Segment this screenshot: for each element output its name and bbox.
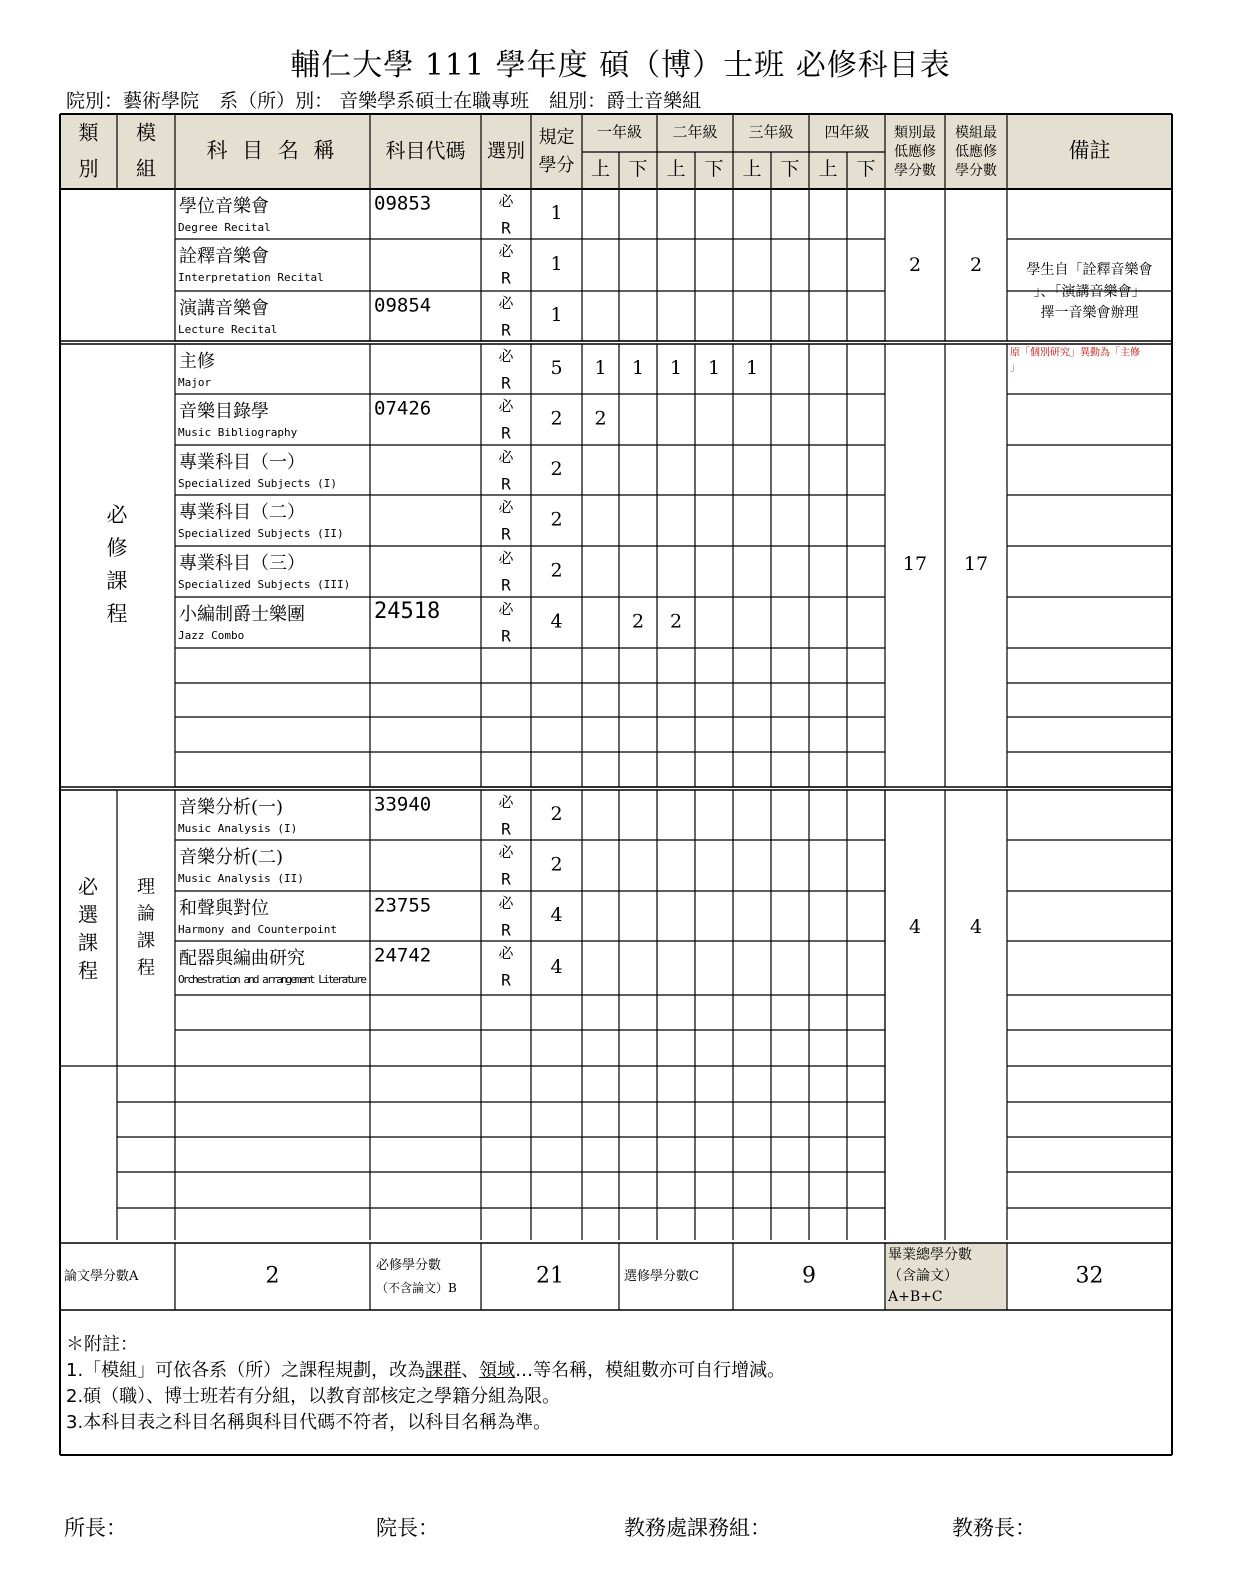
- course-required-mark: 必: [498, 944, 514, 962]
- semester-credit: 1: [745, 357, 759, 379]
- header-remarks: 備註: [1068, 138, 1111, 163]
- header-year: 四年級: [824, 123, 870, 141]
- course-name-en: Lecture Recital: [178, 323, 278, 336]
- header-semester: 下: [704, 158, 724, 180]
- semester-credit: 1: [669, 357, 683, 379]
- course-credits: 2: [550, 407, 563, 430]
- course-required-mark-r: R: [501, 320, 511, 340]
- course-name-en: Interpretation Recital: [178, 271, 324, 284]
- course-name-zh: 配器與編曲研究: [179, 948, 305, 969]
- course-name-zh: 音樂分析(一): [179, 797, 284, 818]
- header-module: 組: [136, 156, 156, 181]
- course-credits: 2: [550, 853, 563, 876]
- course-required-mark: 必: [498, 498, 514, 516]
- category-label: 必: [106, 503, 128, 527]
- course-required-mark-r: R: [501, 218, 511, 238]
- signature-director: 所長：: [64, 1516, 127, 1540]
- header-semester: 下: [780, 158, 800, 180]
- elective-credits-label: 選修學分數C: [624, 1269, 699, 1284]
- course-code: 24742: [374, 944, 432, 967]
- course-credits: 2: [550, 559, 563, 582]
- course-required-mark-r: R: [501, 819, 511, 839]
- thesis-credits-value: 2: [265, 1263, 280, 1289]
- course-name-en: Specialized Subjects (II): [178, 527, 344, 540]
- category-min-credits: 17: [902, 553, 928, 575]
- semester-credit: 1: [631, 357, 645, 379]
- course-name-en: Orchestration and arrangement Literature: [178, 973, 367, 986]
- signature-dean: 院長：: [376, 1516, 439, 1540]
- footnote-line-3: 3.本科目表之科目名稱與科目代碼不符者，以科目名稱為準。: [66, 1412, 552, 1433]
- course-credits: 4: [550, 956, 563, 978]
- category-label: 修: [106, 536, 128, 560]
- category-label: 必: [78, 874, 98, 899]
- semester-credit: 1: [707, 357, 721, 379]
- course-required-mark: 必: [498, 894, 514, 912]
- course-required-mark: 必: [498, 843, 514, 861]
- module-label: 程: [137, 957, 155, 979]
- course-credits: 1: [550, 253, 563, 275]
- elective-credits-value: 9: [802, 1263, 816, 1289]
- graduation-credits-label: A+B+C: [888, 1289, 943, 1305]
- semester-credit: 2: [669, 610, 683, 633]
- course-name-zh: 詮釋音樂會: [179, 246, 269, 267]
- header-elective: 選別: [486, 140, 526, 162]
- course-required-mark-r: R: [501, 626, 511, 646]
- page-title: 輔仁大學 111 學年度 碩（博）士班 必修科目表: [290, 48, 951, 83]
- module-label: 論: [137, 903, 155, 925]
- course-name-en: Degree Recital: [178, 221, 271, 234]
- category-label: 課: [106, 569, 128, 593]
- category-min-credits: 2: [908, 254, 922, 276]
- category-label: 選: [78, 902, 98, 927]
- header-year: 三年級: [748, 123, 794, 141]
- header-category-min: 類別最: [894, 125, 936, 141]
- course-required-mark-r: R: [501, 474, 511, 494]
- required-credits-sub: （不含論文）B: [376, 1281, 457, 1295]
- dept-label: 系（所）別： 音樂學系碩士在職專班: [219, 90, 530, 112]
- course-name-en: Harmony and Counterpoint: [178, 923, 337, 936]
- required-credits-value: 21: [536, 1263, 564, 1289]
- module-min-credits: 4: [969, 916, 983, 938]
- graduation-credits-label: （含論文）: [888, 1268, 958, 1284]
- header-year: 一年級: [596, 123, 643, 141]
- header-credits: 學分: [538, 155, 575, 176]
- course-name-zh: 和聲與對位: [179, 898, 269, 919]
- course-name-en: Music Analysis (I): [178, 822, 298, 835]
- header-semester: 上: [742, 158, 762, 180]
- group-label: 組別：爵士音樂組: [549, 90, 702, 112]
- course-credits: 1: [550, 304, 563, 326]
- course-required-mark-r: R: [501, 970, 511, 990]
- course-required-mark: 必: [498, 242, 514, 260]
- course-required-mark-r: R: [501, 920, 511, 940]
- header-module-min: 低應修: [955, 144, 997, 160]
- course-credits: 4: [550, 610, 563, 633]
- header-year: 二年級: [672, 123, 718, 141]
- header-module: 模: [136, 120, 156, 145]
- course-required-mark: 必: [498, 793, 514, 811]
- header-category-min: 學分數: [894, 163, 936, 179]
- course-required-mark: 必: [498, 294, 514, 312]
- course-remark: 原「個別研究」異動為「主修: [1010, 347, 1140, 359]
- header-module-min: 模組最: [955, 125, 997, 141]
- semester-credit: 1: [594, 357, 607, 379]
- course-required-mark-r: R: [501, 869, 511, 889]
- course-credits: 2: [550, 508, 563, 531]
- course-required-mark: 必: [498, 549, 514, 567]
- header-module-min: 學分數: [955, 163, 997, 179]
- category-label: 程: [78, 958, 98, 983]
- header-credits: 規定: [538, 127, 575, 148]
- course-required-mark: 必: [498, 600, 514, 618]
- course-credits: 2: [550, 458, 563, 480]
- course-name-zh: 音樂目錄學: [179, 401, 269, 422]
- header-course-name: 科 目 名 稱: [206, 138, 339, 163]
- course-credits: 4: [550, 904, 563, 926]
- course-remark: 」: [1010, 362, 1020, 374]
- course-required-mark-r: R: [501, 575, 511, 595]
- course-name-en: Jazz Combo: [178, 629, 245, 642]
- course-required-mark-r: R: [501, 423, 511, 443]
- college-label: 院別：藝術學院: [66, 90, 200, 112]
- module-min-credits: 2: [969, 254, 983, 276]
- course-name-zh: 學位音樂會: [179, 196, 269, 217]
- header-semester: 下: [628, 158, 648, 180]
- header-category: 別: [78, 156, 99, 181]
- category-min-credits: 4: [908, 916, 922, 938]
- header-category-min: 低應修: [894, 144, 936, 160]
- graduation-credits-value: 32: [1075, 1263, 1104, 1289]
- course-required-mark: 必: [498, 397, 514, 415]
- footnote-head: ＊附註：: [66, 1334, 138, 1355]
- category-label: 課: [78, 930, 98, 955]
- course-name-zh: 小編制爵士樂團: [179, 604, 305, 625]
- course-name-zh: 專業科目（一）: [179, 452, 305, 473]
- footnote: [66, 1332, 785, 1436]
- section-remark: 學生自「詮釋音樂會: [1026, 262, 1153, 278]
- header-category: 類: [78, 120, 99, 145]
- course-code: 09854: [374, 294, 432, 317]
- header-semester: 上: [590, 158, 611, 180]
- course-name-en: Major: [178, 376, 212, 389]
- signature-academic-dean: 教務長：: [952, 1516, 1036, 1540]
- signature-curriculum-office: 教務處課務組：: [624, 1516, 771, 1540]
- category-label: 程: [106, 602, 128, 626]
- header-course-code: 科目代碼: [385, 138, 466, 163]
- course-code: 09853: [374, 192, 432, 215]
- course-required-mark: 必: [498, 347, 514, 365]
- course-name-en: Specialized Subjects (I): [178, 477, 337, 490]
- course-name-en: Music Bibliography: [178, 426, 298, 439]
- header-semester: 上: [818, 158, 838, 180]
- course-name-zh: 演講音樂會: [179, 298, 269, 319]
- footnote-line-1: 1.「模組」可依各系（所）之課程規劃，改為課群、領域…等名稱，模組數亦可自行增減。: [66, 1360, 786, 1381]
- course-credits: 5: [550, 357, 563, 379]
- graduation-credits-label: 畢業總學分數: [888, 1247, 972, 1263]
- header-semester: 下: [856, 158, 876, 180]
- course-credits: 2: [550, 803, 563, 825]
- semester-credit: 2: [631, 610, 645, 633]
- course-name-zh: 專業科目（二）: [179, 502, 305, 523]
- section-remark: 擇一音樂會辦理: [1040, 305, 1139, 321]
- course-code: 07426: [374, 397, 432, 420]
- module-label: 理: [137, 876, 155, 898]
- section-remark: 」、「演講音樂會」: [1033, 284, 1146, 300]
- thesis-credits-label: 論文學分數A: [64, 1269, 139, 1284]
- header-semester: 上: [666, 158, 686, 180]
- course-code: 33940: [374, 793, 432, 816]
- course-name-zh: 專業科目（三）: [179, 553, 305, 574]
- course-required-mark-r: R: [501, 524, 511, 544]
- course-required-mark-r: R: [501, 268, 511, 288]
- module-min-credits: 17: [963, 553, 989, 575]
- course-code: 24518: [374, 599, 441, 624]
- course-credits: 1: [550, 202, 563, 224]
- module-label: 課: [137, 930, 155, 952]
- required-credits-label: 必修學分數: [376, 1258, 442, 1273]
- course-name-zh: 音樂分析(二): [179, 847, 284, 868]
- course-required-mark-r: R: [501, 373, 511, 393]
- footnote-line-2: 2.碩（職）、博士班若有分組，以教育部核定之學籍分組為限。: [66, 1386, 561, 1407]
- course-name-en: Specialized Subjects (III): [178, 578, 351, 591]
- course-required-mark: 必: [498, 192, 514, 210]
- course-required-mark: 必: [498, 448, 514, 466]
- course-name-en: Music Analysis (II): [178, 872, 304, 885]
- course-code: 23755: [374, 894, 432, 917]
- semester-credit: 2: [594, 407, 607, 430]
- course-name-zh: 主修: [179, 351, 215, 372]
